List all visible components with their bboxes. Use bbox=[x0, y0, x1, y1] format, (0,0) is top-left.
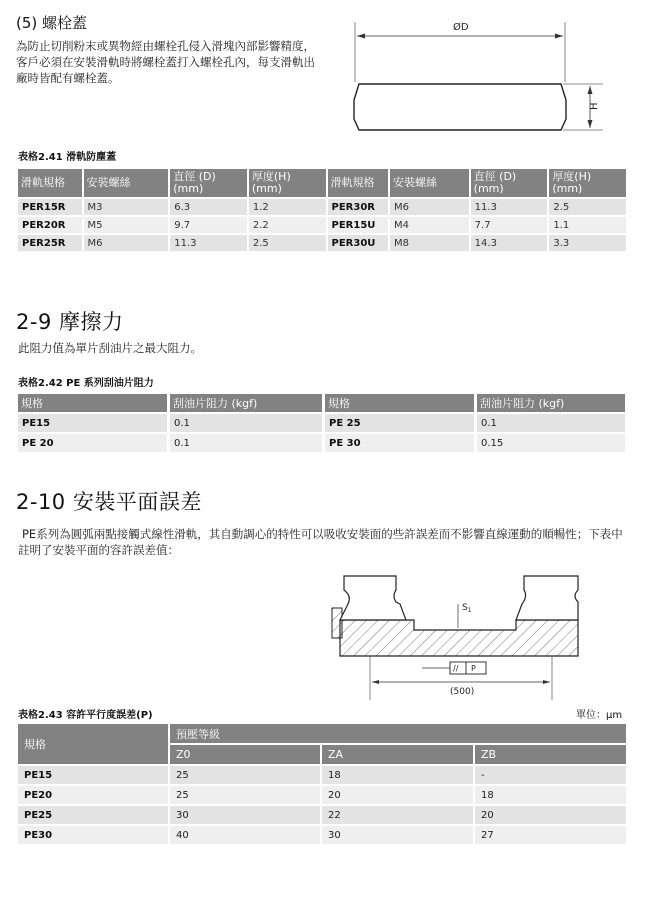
table-cell: PER20R bbox=[18, 215, 84, 233]
header-cell: ZA bbox=[322, 743, 475, 764]
header-cell: 厚度(H) (mm) bbox=[549, 169, 628, 197]
diameter-label: ØD bbox=[453, 22, 469, 33]
friction-description: 此阻力值為單片刮油片之最大阻力。 bbox=[18, 341, 202, 355]
table-cell: 3.3 bbox=[549, 233, 628, 251]
header-cell: Z0 bbox=[170, 743, 322, 764]
table-cell: PE 25 bbox=[325, 412, 477, 432]
table-cell: PE15 bbox=[18, 764, 170, 784]
table-cell: 30 bbox=[322, 824, 475, 844]
s1-label: S bbox=[462, 603, 468, 613]
bolt-cap-diagram bbox=[345, 14, 625, 139]
table-cell: 2.2 bbox=[249, 215, 328, 233]
header-cell: 直徑 (D) (mm) bbox=[471, 169, 550, 197]
table-row bbox=[18, 804, 628, 824]
table-243-caption: 表格2.43 容許平行度誤差(P) bbox=[18, 710, 153, 721]
parallelism-tolerance-table bbox=[18, 722, 628, 844]
table-cell: PER30U bbox=[328, 233, 391, 251]
table-cell: - bbox=[475, 764, 628, 784]
table-cell: 1.2 bbox=[249, 197, 328, 215]
header-cell: 規格 bbox=[325, 394, 477, 412]
parallel-symbol: // bbox=[453, 664, 459, 673]
table-cell: 18 bbox=[322, 764, 475, 784]
table-cell: 14.3 bbox=[471, 233, 550, 251]
section-title-friction: 2-9 摩擦力 bbox=[16, 310, 124, 334]
parallel-reference-p: P bbox=[471, 664, 476, 673]
table-cell: PER15U bbox=[328, 215, 391, 233]
table-cell: PE25 bbox=[18, 804, 170, 824]
table-row bbox=[18, 233, 628, 251]
table-cell: 20 bbox=[475, 804, 628, 824]
table-cell: PE 30 bbox=[325, 432, 477, 452]
table-cell: PER25R bbox=[18, 233, 84, 251]
table-cell: PER30R bbox=[328, 197, 391, 215]
table-row bbox=[18, 764, 628, 784]
table-241-caption: 表格2.41 滑軌防塵蓋 bbox=[18, 152, 117, 163]
table-cell: 18 bbox=[475, 784, 628, 804]
table-cell: 27 bbox=[475, 824, 628, 844]
header-cell: 規格 bbox=[18, 394, 170, 412]
section-title-bolt-cap: (5) 螺栓蓋 bbox=[16, 14, 88, 32]
header-cell: 滑軌規格 bbox=[328, 169, 391, 197]
table-cell: M6 bbox=[390, 197, 471, 215]
table-row bbox=[18, 215, 628, 233]
table-cell: 20 bbox=[322, 784, 475, 804]
header-cell: 預壓等級 bbox=[170, 722, 628, 743]
mounting-error-description: PE系列為圓弧兩點接觸式線性滑軌，其自動調心的特性可以吸收安裝面的些許誤差而不影響直線運動的順暢性；下表中註明了安裝平面的容許誤差值： bbox=[18, 527, 623, 557]
table-cell: 22 bbox=[322, 804, 475, 824]
table-cell: M5 bbox=[84, 215, 171, 233]
table-cell: M6 bbox=[84, 233, 171, 251]
table-cell: M3 bbox=[84, 197, 171, 215]
wiper-resistance-table bbox=[18, 394, 628, 452]
table-cell: PE 20 bbox=[18, 432, 170, 452]
table-cell: 0.1 bbox=[477, 412, 628, 432]
header-cell: ZB bbox=[475, 743, 628, 764]
thickness-label: H bbox=[589, 102, 600, 110]
table-cell: 9.7 bbox=[170, 215, 249, 233]
bolt-cap-table bbox=[18, 169, 628, 251]
span-label: (500) bbox=[450, 687, 475, 697]
header-cell: 規格 bbox=[18, 722, 170, 764]
table-cell: M8 bbox=[390, 233, 471, 251]
header-cell: 安裝螺絲 bbox=[390, 169, 471, 197]
table-cell: PE20 bbox=[18, 784, 170, 804]
table-cell: 2.5 bbox=[549, 197, 628, 215]
table-242-caption: 表格2.42 PE 系列刮油片阻力 bbox=[18, 378, 154, 389]
table-cell: 25 bbox=[170, 764, 322, 784]
table-cell: 40 bbox=[170, 824, 322, 844]
table-cell: M4 bbox=[390, 215, 471, 233]
header-cell: 直徑 (D) (mm) bbox=[170, 169, 249, 197]
svg-text:S1 bbox=[462, 603, 472, 614]
table-cell: 0.1 bbox=[170, 412, 325, 432]
table-cell: PE30 bbox=[18, 824, 170, 844]
table-row bbox=[18, 824, 628, 844]
table-cell: 11.3 bbox=[170, 233, 249, 251]
header-cell: 安裝螺絲 bbox=[84, 169, 171, 197]
table-cell: PE15 bbox=[18, 412, 170, 432]
table-cell: 25 bbox=[170, 784, 322, 804]
mounting-surface-diagram bbox=[326, 570, 626, 702]
section-title-mounting-error: 2-10 安裝平面誤差 bbox=[16, 490, 202, 514]
table-cell: 1.1 bbox=[549, 215, 628, 233]
s1-subscript: 1 bbox=[467, 607, 472, 614]
table-cell: 0.1 bbox=[170, 432, 325, 452]
table-cell: 2.5 bbox=[249, 233, 328, 251]
header-cell: 厚度(H) (mm) bbox=[249, 169, 328, 197]
header-cell: 刮油片阻力 (kgf) bbox=[477, 394, 628, 412]
table-cell: 0.15 bbox=[477, 432, 628, 452]
table-row bbox=[18, 197, 628, 215]
table-cell: 11.3 bbox=[471, 197, 550, 215]
table-row bbox=[18, 412, 628, 432]
table-cell: 30 bbox=[170, 804, 322, 824]
table-row bbox=[18, 432, 628, 452]
header-cell: 刮油片阻力 (kgf) bbox=[170, 394, 325, 412]
bolt-cap-description: 為防止切削粉末或異物經由螺栓孔侵入滑塊內部影響精度，客戶必須在安裝滑軌時將螺栓蓋打入螺栓孔內，每支滑軌出廠時皆配有螺栓蓋。 bbox=[16, 39, 315, 85]
table-cell: PER15R bbox=[18, 197, 84, 215]
table-row bbox=[18, 784, 628, 804]
table-cell: 6.3 bbox=[170, 197, 249, 215]
unit-label: 單位：μm bbox=[576, 710, 623, 721]
header-cell: 滑軌規格 bbox=[18, 169, 84, 197]
table-cell: 7.7 bbox=[471, 215, 550, 233]
